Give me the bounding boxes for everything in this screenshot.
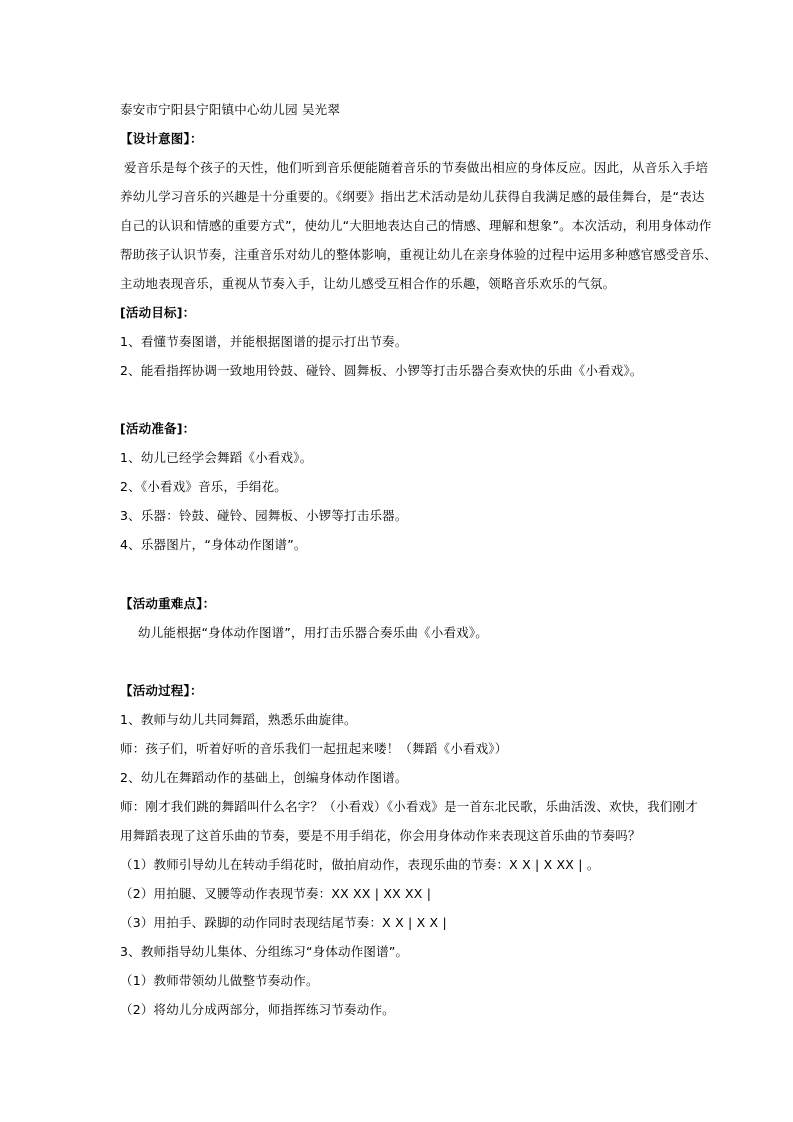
key-points-text: 幼儿能根据“身体动作图谱”，用打击乐器合奏乐曲《小看戏》。	[138, 625, 489, 640]
process-heading: 【活动过程】：	[120, 683, 203, 698]
key-points-heading: 【活动重难点】：	[120, 596, 216, 611]
prep-item-2: 2、《小看戏》音乐，手绢花。	[120, 479, 288, 494]
design-para-line-5: 主动地表现音乐，重视从节奏入手，让幼儿感受互相合作的乐趣，领略音乐欢乐的气氛。	[120, 276, 616, 291]
design-para-line-2: 养幼儿学习音乐的兴趣是十分重要的。《纲要》指出艺术活动是幼儿获得自我满足感的最佳舞台，是“表达	[120, 189, 705, 204]
process-line-6: （1）教师引导幼儿在转动手绢花时，做拍肩动作，表现乐曲的节奏：X X | X XX | 。	[120, 857, 600, 872]
process-line-5: 用舞蹈表现了这首乐曲的节奏，要是不用手绢花，你会用身体动作来表现这首乐曲的节奏吗？	[120, 828, 641, 843]
process-line-9: 3、教师指导幼儿集体、分组练习“身体动作图谱”。	[120, 944, 409, 959]
process-line-8: （3）用拍手、跺脚的动作同时表现结尾节奏：X X | X X |	[120, 915, 447, 930]
prep-heading: [活动准备]：	[120, 421, 196, 436]
process-line-1: 1、教师与幼儿共同舞蹈，熟悉乐曲旋律。	[120, 712, 357, 727]
prep-item-4: 4、乐器图片，“身体动作图谱”。	[120, 537, 307, 552]
prep-item-3: 3、乐器：铃鼓、碰铃、园舞板、小锣等打击乐器。	[120, 508, 408, 523]
design-para-line-3: 自己的认识和情感的重要方式”，使幼儿“大胆地表达自己的情感、理解和想象”。本次活动，利用身体动作	[120, 218, 712, 233]
goals-heading: [活动目标]：	[120, 305, 196, 320]
design-para-line-4: 帮助孩子认识节奏，注重音乐对幼儿的整体影响，重视让幼儿在亲身体验的过程中运用多种感官感受音乐、	[120, 247, 717, 262]
process-line-7: （2）用拍腿、叉腰等动作表现节奏：XX XX | XX XX |	[120, 886, 432, 901]
design-intent-heading: 【设计意图】：	[120, 131, 203, 146]
author-line: 泰安市宁阳县宁阳镇中心幼儿园 吴光翠	[120, 102, 341, 117]
prep-item-1: 1、幼儿已经学会舞蹈《小看戏》。	[120, 450, 313, 465]
design-para-line-1: 爱音乐是每个孩子的天性，他们听到音乐便能随着音乐的节奏做出相应的身体反应。因此，从音乐入手培	[124, 160, 709, 175]
process-line-3: 2、幼儿在舞蹈动作的基础上，创编身体动作图谱。	[120, 770, 408, 785]
process-line-11: （2）将幼儿分成两部分，师指挥练习节奏动作。	[120, 1002, 395, 1017]
process-line-4: 师：刚才我们跳的舞蹈叫什么名字？（小看戏）《小看戏》是一首东北民歌，乐曲活泼、欢快，我们刚才	[120, 799, 698, 814]
goal-item-2: 2、能看指挥协调一致地用铃鼓、碰铃、圆舞板、小锣等打击乐器合奏欢快的乐曲《小看戏》。	[120, 363, 643, 378]
goal-item-1: 1、看懂节奏图谱，并能根据图谱的提示打出节奏。	[120, 334, 408, 349]
process-line-10: （1）教师带领幼儿做整节奏动作。	[120, 973, 319, 988]
process-line-2: 师：孩子们，听着好听的音乐我们一起扭起来喽！（舞蹈《小看戏》）	[120, 741, 508, 756]
